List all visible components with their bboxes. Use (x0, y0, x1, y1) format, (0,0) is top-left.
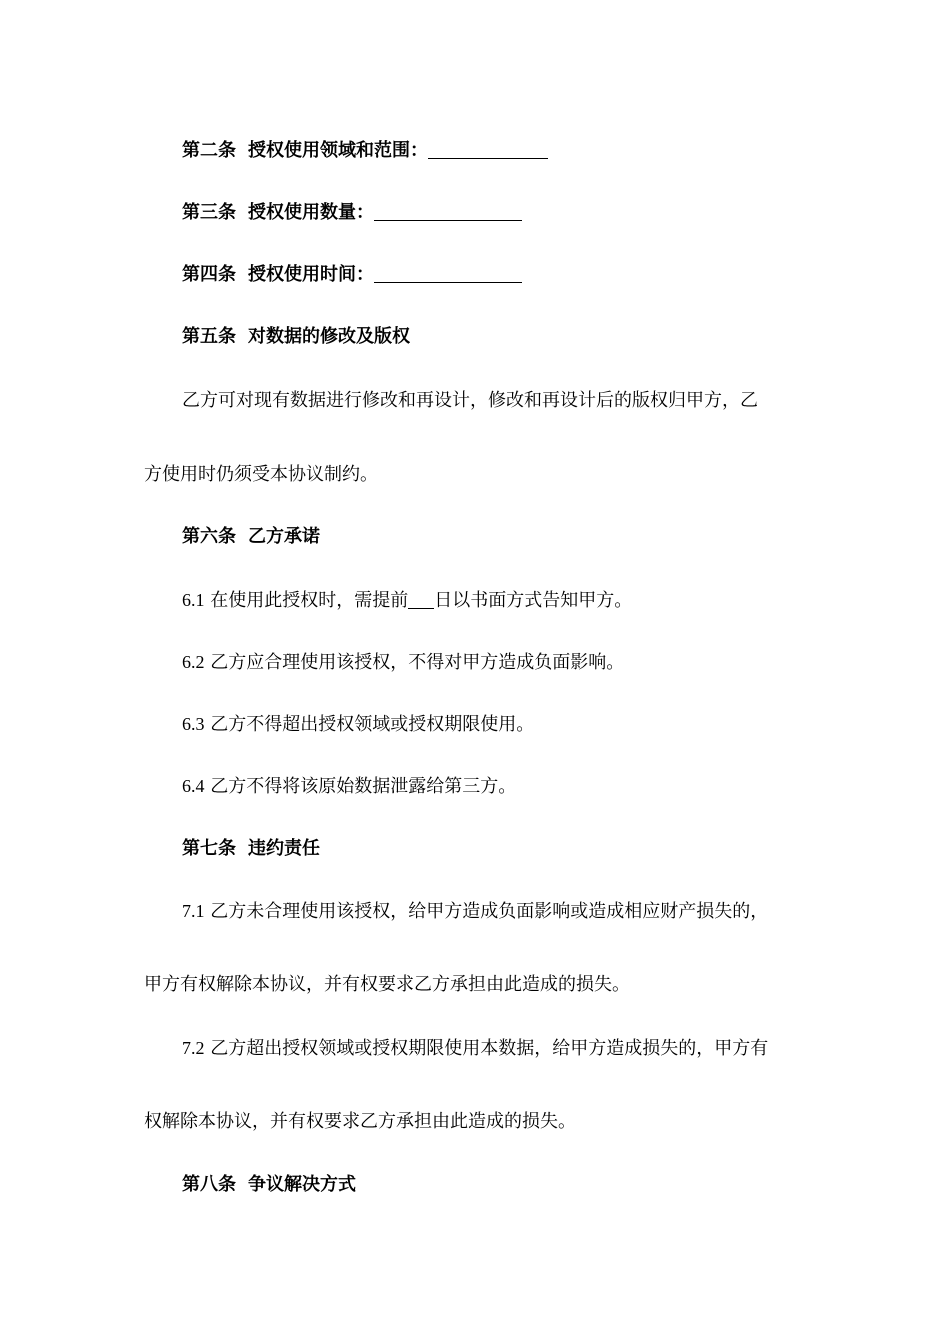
clause-7-2-line-2: 权解除本协议，并有权要求乙方承担由此造成的损失。 (144, 1111, 576, 1132)
article-number: 第四条 (182, 264, 236, 285)
article-5-paragraph-line-2: 方使用时仍须受本协议制约。 (144, 464, 378, 485)
clause-6-1 (182, 588, 632, 613)
article-8-heading (182, 1173, 356, 1197)
clause-text: 乙方超出授权领域或授权期限使用本数据，给甲方造成损失的，甲方有 (210, 1038, 769, 1059)
fill-in-blank (374, 202, 522, 221)
article-number: 第六条 (182, 526, 236, 547)
clause-number: 7.2 (182, 1038, 205, 1058)
clause-text: 乙方不得将该原始数据泄露给第三方。 (210, 776, 517, 797)
article-title: 授权使用时间： (248, 264, 374, 285)
clause-text-b: 日以书面方式告知甲方。 (434, 590, 633, 611)
article-3-heading (182, 201, 522, 225)
article-title: 乙方承诺 (248, 526, 320, 547)
article-number: 第八条 (182, 1174, 236, 1195)
article-4-heading (182, 263, 522, 287)
article-7-heading (182, 837, 320, 861)
article-title: 争议解决方式 (248, 1174, 356, 1195)
article-number: 第三条 (182, 202, 236, 223)
article-title: 违约责任 (248, 838, 320, 859)
clause-text: 乙方不得超出授权领域或授权期限使用。 (210, 714, 535, 735)
article-number: 第五条 (182, 326, 236, 347)
fill-in-blank (374, 264, 522, 283)
article-2-heading (182, 139, 548, 163)
clause-text: 乙方未合理使用该授权，给甲方造成负面影响或造成相应财产损失的， (210, 901, 769, 922)
days-blank (408, 590, 434, 609)
article-5-heading (182, 325, 410, 349)
article-number: 第二条 (182, 140, 236, 161)
clause-text-a: 在使用此授权时，需提前 (210, 590, 409, 611)
fill-in-blank (428, 140, 548, 159)
clause-7-1-line-1 (182, 899, 768, 924)
clause-7-1-line-2: 甲方有权解除本协议，并有权要求乙方承担由此造成的损失。 (144, 974, 630, 995)
article-title: 授权使用数量： (248, 202, 374, 223)
clause-text: 乙方应合理使用该授权，不得对甲方造成负面影响。 (210, 652, 625, 673)
clause-6-4 (182, 774, 516, 799)
article-number: 第七条 (182, 838, 236, 859)
clause-number: 6.2 (182, 652, 205, 672)
clause-number: 6.1 (182, 590, 205, 610)
clause-6-2 (182, 650, 624, 675)
clause-7-2-line-1 (182, 1036, 768, 1061)
article-5-paragraph-line-1: 乙方可对现有数据进行修改和再设计，修改和再设计后的版权归甲方，乙 (182, 390, 758, 411)
clause-6-3 (182, 712, 534, 737)
clause-number: 6.3 (182, 714, 205, 734)
clause-number: 7.1 (182, 901, 205, 921)
article-title: 授权使用领域和范围： (248, 140, 428, 161)
article-6-heading (182, 525, 320, 549)
article-title: 对数据的修改及版权 (248, 326, 410, 347)
clause-number: 6.4 (182, 776, 205, 796)
